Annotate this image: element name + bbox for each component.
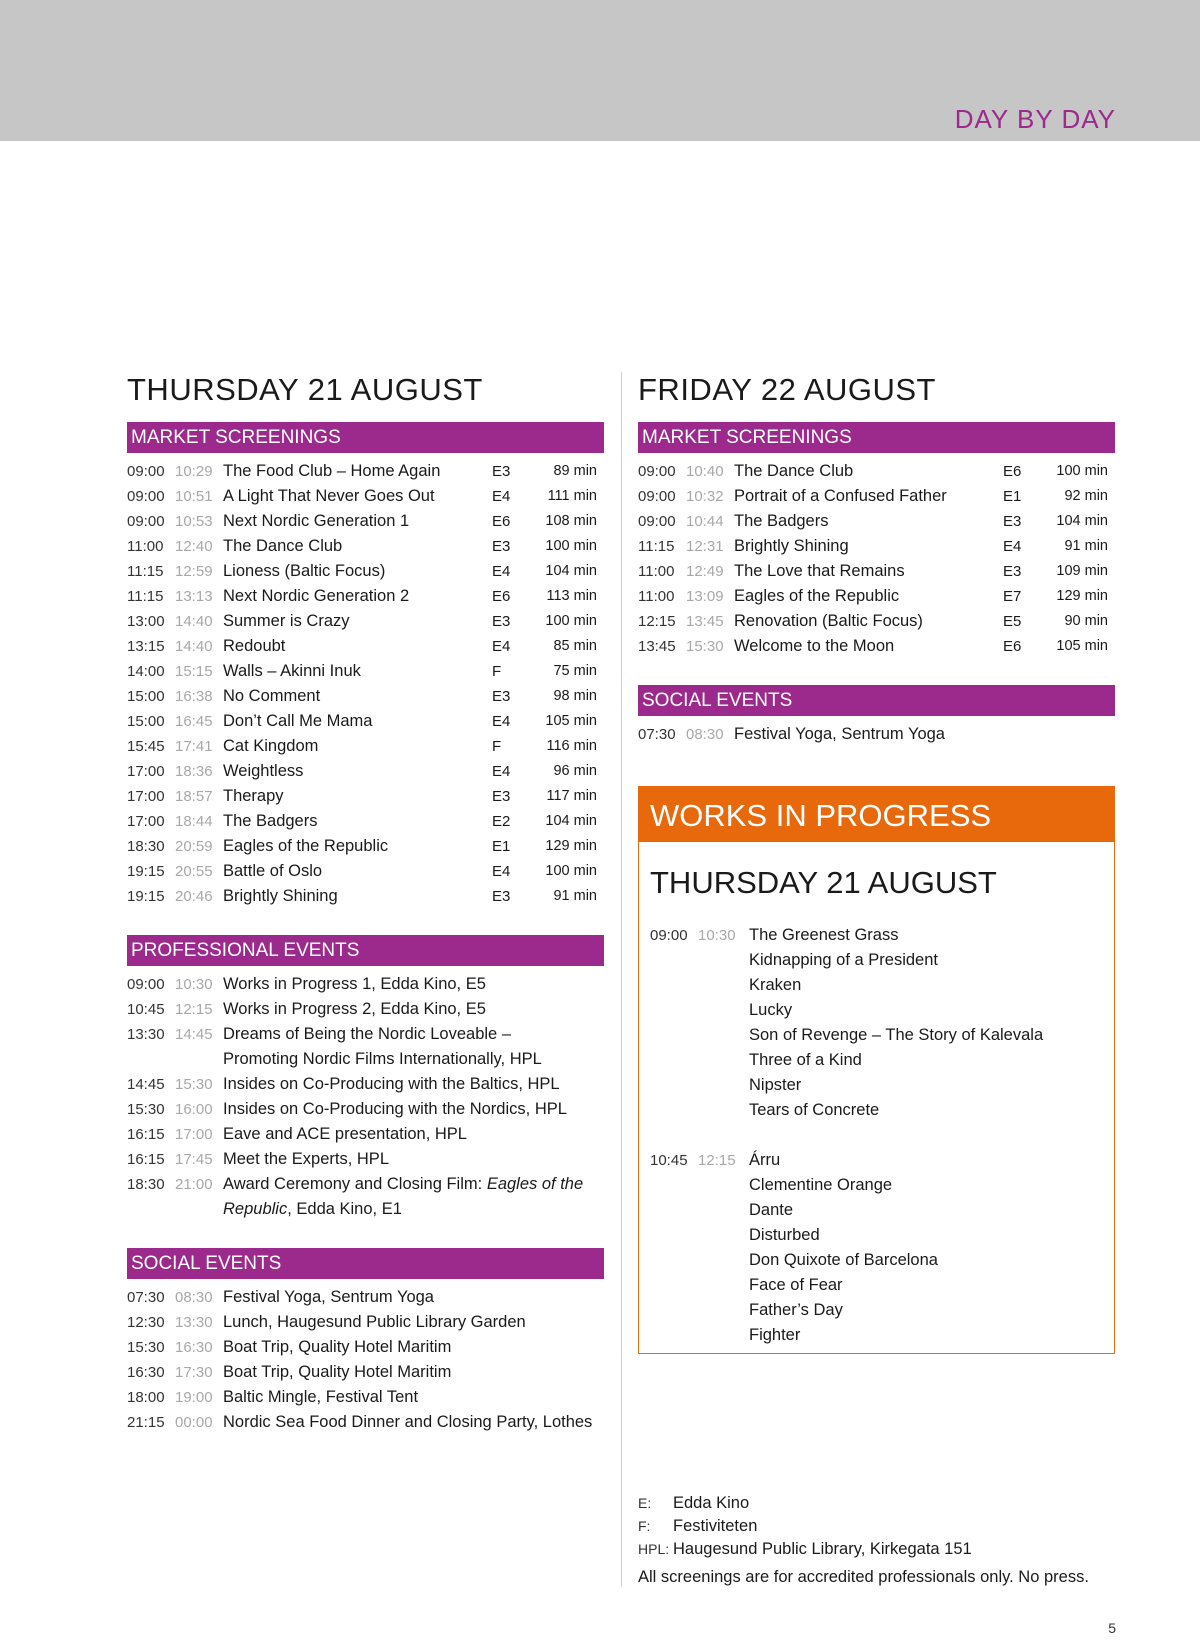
- screening-row: [127, 634, 604, 659]
- venue: E3: [492, 788, 511, 805]
- event-title: Insides on Co-Producing with the Baltics, HPL: [223, 1075, 560, 1093]
- event-row: [127, 1122, 604, 1147]
- duration: 104 min: [545, 813, 597, 829]
- film-title: Eagles of the Republic: [734, 587, 900, 605]
- venue: E5: [1003, 613, 1022, 630]
- start-time: 19:15: [127, 888, 165, 905]
- start-time: 09:00: [127, 488, 165, 505]
- duration: 129 min: [545, 838, 597, 854]
- start-time: 11:15: [127, 563, 164, 580]
- start-time: 11:15: [638, 538, 675, 555]
- venue: E2: [492, 813, 511, 830]
- wip-title-list: [749, 923, 1105, 1123]
- film-title: Therapy: [223, 787, 284, 805]
- start-time: 15:45: [127, 738, 165, 755]
- screening-row: [127, 559, 604, 584]
- end-time: 10:44: [686, 513, 724, 530]
- event-row: [127, 1360, 604, 1385]
- wip-title: Clementine Orange: [749, 1176, 893, 1194]
- screening-row: [127, 509, 604, 534]
- screening-row: [127, 484, 604, 509]
- duration: 129 min: [1056, 588, 1108, 604]
- venue: E6: [1003, 638, 1022, 655]
- wip-title: Disturbed: [749, 1226, 820, 1244]
- duration: 75 min: [553, 663, 597, 679]
- film-title: The Badgers: [223, 812, 318, 830]
- film-title: Renovation (Baltic Focus): [734, 612, 923, 630]
- works-in-progress-box: [638, 786, 1115, 1354]
- event-title: Works in Progress 1, Edda Kino, E5: [223, 975, 486, 993]
- start-time: 09:00: [650, 927, 688, 944]
- end-time: 12:59: [175, 563, 213, 580]
- event-title: Dreams of Being the Nordic Loveable –: [223, 1025, 511, 1043]
- wip-title: Kidnapping of a President: [749, 951, 938, 969]
- event-row: [127, 997, 604, 1022]
- end-time: 08:30: [686, 726, 724, 743]
- event-title: Festival Yoga, Sentrum Yoga: [223, 1288, 434, 1306]
- event-title: Baltic Mingle, Festival Tent: [223, 1388, 419, 1406]
- thursday-title: THURSDAY 21 AUGUST: [127, 372, 483, 407]
- wip-group: [650, 923, 1105, 1123]
- event-row: [127, 1310, 604, 1335]
- screening-row: [127, 734, 604, 759]
- screening-row: [127, 859, 604, 884]
- duration: 100 min: [545, 863, 597, 879]
- film-title: The Love that Remains: [734, 562, 905, 580]
- event-row: [127, 1172, 604, 1222]
- wip-title: Face of Fear: [749, 1276, 843, 1294]
- start-time: 18:00: [127, 1389, 165, 1406]
- film-title: Welcome to the Moon: [734, 637, 895, 655]
- start-time: 11:00: [638, 588, 675, 605]
- venue: E3: [1003, 513, 1022, 530]
- event-row: [127, 1335, 604, 1360]
- screening-row: [127, 459, 604, 484]
- venue: E3: [1003, 563, 1022, 580]
- event-title: Lunch, Haugesund Public Library Garden: [223, 1313, 526, 1331]
- friday-market-header: MARKET SCREENINGS: [638, 422, 1115, 453]
- section-label: DAY BY DAY: [954, 104, 1116, 134]
- end-time: 15:30: [175, 1076, 213, 1093]
- duration: 100 min: [1056, 463, 1108, 479]
- end-time: 21:00: [175, 1176, 213, 1193]
- legend-value: Edda Kino: [673, 1494, 750, 1512]
- thursday-professional-list: [127, 972, 604, 1222]
- start-time: 09:00: [638, 463, 676, 480]
- wip-title: Lucky: [749, 1001, 793, 1019]
- event-row: [638, 722, 1115, 747]
- film-title: Brightly Shining: [734, 537, 849, 555]
- start-time: 07:30: [127, 1289, 165, 1306]
- screening-row: [638, 559, 1115, 584]
- end-time: 12:40: [175, 538, 213, 555]
- duration: 105 min: [1056, 638, 1108, 654]
- event-title: Award Ceremony and Closing Film: Eagles of the: [223, 1175, 584, 1193]
- friday-column: [638, 370, 1115, 773]
- film-title-italic: Republic: [223, 1200, 288, 1218]
- duration: 91 min: [553, 888, 597, 904]
- screening-row: [638, 584, 1115, 609]
- end-time: 15:15: [175, 663, 213, 680]
- legend-value: Haugesund Public Library, Kirkegata 151: [673, 1540, 972, 1558]
- end-time: 13:13: [175, 588, 213, 605]
- start-time: 15:30: [127, 1339, 165, 1356]
- end-time: 16:45: [175, 713, 213, 730]
- wip-title-list: [749, 1148, 1105, 1348]
- start-time: 17:00: [127, 788, 165, 805]
- event-title: Insides on Co-Producing with the Nordics, HPL: [223, 1100, 567, 1118]
- end-time: 13:09: [686, 588, 724, 605]
- legend-value: Festiviteten: [673, 1517, 758, 1535]
- film-title: Lioness (Baltic Focus): [223, 562, 386, 580]
- film-title: Next Nordic Generation 1: [223, 512, 410, 530]
- end-time: 00:00: [175, 1414, 213, 1431]
- film-title: Brightly Shining: [223, 887, 338, 905]
- event-row: [127, 1097, 604, 1122]
- film-title: The Dance Club: [223, 537, 343, 555]
- start-time: 18:30: [127, 1176, 165, 1193]
- film-title: The Food Club – Home Again: [223, 462, 441, 480]
- end-time: 16:30: [175, 1339, 213, 1356]
- start-time: 15:30: [127, 1101, 165, 1118]
- start-time: 16:15: [127, 1151, 165, 1168]
- start-time: 14:00: [127, 663, 165, 680]
- end-time: 12:31: [686, 538, 724, 555]
- end-time: 14:45: [175, 1026, 213, 1043]
- film-title: Eagles of the Republic: [223, 837, 389, 855]
- friday-social-header: SOCIAL EVENTS: [638, 685, 1115, 716]
- duration: 117 min: [546, 788, 597, 804]
- film-title: Next Nordic Generation 2: [223, 587, 410, 605]
- screening-row: [127, 534, 604, 559]
- start-time: 09:00: [127, 513, 165, 530]
- film-title: Redoubt: [223, 637, 286, 655]
- duration: 89 min: [553, 463, 597, 479]
- screening-row: [127, 584, 604, 609]
- start-time: 12:15: [638, 613, 676, 630]
- screening-row: [638, 484, 1115, 509]
- event-row: [127, 1385, 604, 1410]
- end-time: 17:30: [175, 1364, 213, 1381]
- end-time: 18:44: [175, 813, 213, 830]
- legend-key: HPL:: [638, 1541, 670, 1557]
- end-time: 16:00: [175, 1101, 213, 1118]
- end-time: 20:59: [175, 838, 213, 855]
- film-title: Walls – Akinni Inuk: [223, 662, 361, 680]
- duration: 111 min: [547, 488, 597, 504]
- end-time: 10:51: [175, 488, 213, 505]
- event-title: Boat Trip, Quality Hotel Maritim: [223, 1363, 452, 1381]
- screening-row: [638, 534, 1115, 559]
- start-time: 07:30: [638, 726, 676, 743]
- screening-row: [638, 459, 1115, 484]
- friday-social-list: [638, 722, 1115, 747]
- start-time: 12:30: [127, 1314, 165, 1331]
- start-time: 14:45: [127, 1076, 165, 1093]
- start-time: 13:45: [638, 638, 676, 655]
- event-row: [127, 1072, 604, 1097]
- screening-row: [127, 784, 604, 809]
- end-time: 16:38: [175, 688, 213, 705]
- duration: 96 min: [553, 763, 597, 779]
- venue: E4: [492, 563, 511, 580]
- film-title-italic: Eagles of the: [486, 1175, 584, 1193]
- start-time: 19:15: [127, 863, 165, 880]
- venue: E3: [492, 888, 511, 905]
- start-time: 09:00: [127, 976, 165, 993]
- duration: 85 min: [553, 638, 597, 654]
- film-title: The Dance Club: [734, 462, 854, 480]
- end-time: 12:15: [175, 1001, 213, 1018]
- end-time: 13:30: [175, 1314, 213, 1331]
- end-time: 18:57: [175, 788, 213, 805]
- wip-title: Árru: [749, 1151, 781, 1169]
- start-time: 18:30: [127, 838, 165, 855]
- duration: 91 min: [1064, 538, 1108, 554]
- end-time: 15:30: [686, 638, 724, 655]
- event-title-continued: Republic, Edda Kino, E1: [223, 1200, 402, 1218]
- wip-title: The Greenest Grass: [749, 926, 899, 944]
- venue: E4: [492, 713, 511, 730]
- end-time: 13:45: [686, 613, 724, 630]
- screening-row: [127, 684, 604, 709]
- screening-row: [127, 659, 604, 684]
- venue: E6: [1003, 463, 1022, 480]
- film-title: A Light That Never Goes Out: [223, 487, 435, 505]
- screening-row: [127, 834, 604, 859]
- end-time: 10:30: [175, 976, 213, 993]
- thursday-market-list: [127, 459, 604, 909]
- event-title: Works in Progress 2, Edda Kino, E5: [223, 1000, 486, 1018]
- end-time: 20:55: [175, 863, 213, 880]
- venue: E4: [492, 488, 511, 505]
- start-time: 10:45: [127, 1001, 165, 1018]
- duration: 104 min: [1056, 513, 1108, 529]
- film-title: Cat Kingdom: [223, 737, 319, 755]
- start-time: 11:00: [638, 563, 675, 580]
- end-time: 10:32: [686, 488, 724, 505]
- duration: 100 min: [545, 538, 597, 554]
- works-in-progress-heading: WORKS IN PROGRESS: [639, 787, 1114, 842]
- column-divider: [621, 372, 622, 1587]
- venue: F: [492, 663, 502, 680]
- wip-title: Don Quixote of Barcelona: [749, 1251, 938, 1269]
- screening-row: [638, 609, 1115, 634]
- event-title: Boat Trip, Quality Hotel Maritim: [223, 1338, 452, 1356]
- page-number: 5: [1108, 1620, 1116, 1636]
- event-title: Festival Yoga, Sentrum Yoga: [734, 725, 945, 743]
- end-time: 17:45: [175, 1151, 213, 1168]
- screening-row: [127, 709, 604, 734]
- friday-market-list: [638, 459, 1115, 659]
- film-title: No Comment: [223, 687, 321, 705]
- start-time: 09:00: [638, 488, 676, 505]
- start-time: 11:15: [127, 588, 164, 605]
- event-row: [127, 972, 604, 997]
- thursday-social-list: [127, 1285, 604, 1435]
- venue: E4: [492, 863, 511, 880]
- end-time: 10:53: [175, 513, 213, 530]
- accreditation-note: All screenings are for accredited professionals only. No press.: [638, 1568, 1089, 1586]
- film-title: Portrait of a Confused Father: [734, 487, 947, 505]
- venue: E3: [492, 688, 511, 705]
- start-time: 17:00: [127, 813, 165, 830]
- end-time: 12:49: [686, 563, 724, 580]
- end-time: 17:00: [175, 1126, 213, 1143]
- venue: E4: [492, 638, 511, 655]
- duration: 108 min: [545, 513, 597, 529]
- end-time: 10:29: [175, 463, 213, 480]
- start-time: 17:00: [127, 763, 165, 780]
- film-title: Summer is Crazy: [223, 612, 350, 630]
- thursday-social-header: SOCIAL EVENTS: [127, 1248, 604, 1279]
- start-time: 11:00: [127, 538, 164, 555]
- wip-title: Tears of Concrete: [749, 1101, 880, 1119]
- event-row: [127, 1022, 604, 1072]
- legend-key: E:: [638, 1495, 652, 1511]
- duration: 104 min: [545, 563, 597, 579]
- venue: E6: [492, 588, 511, 605]
- screening-row: [127, 759, 604, 784]
- end-time: 10:40: [686, 463, 724, 480]
- venue: E6: [492, 513, 511, 530]
- screening-row: [638, 634, 1115, 659]
- duration: 113 min: [546, 588, 597, 604]
- end-time: 20:46: [175, 888, 213, 905]
- end-time: 14:40: [175, 613, 213, 630]
- event-title: Meet the Experts, HPL: [223, 1150, 389, 1168]
- works-in-progress-day: THURSDAY 21 AUGUST: [650, 865, 997, 900]
- duration: 100 min: [545, 613, 597, 629]
- film-title: Don’t Call Me Mama: [223, 712, 373, 730]
- screening-row: [127, 609, 604, 634]
- start-time: 13:15: [127, 638, 165, 655]
- event-title-continued: Promoting Nordic Films Internationally, HPL: [223, 1050, 542, 1068]
- venue: F: [492, 738, 502, 755]
- venue: E3: [492, 613, 511, 630]
- wip-group: [650, 1148, 1105, 1348]
- friday-title: FRIDAY 22 AUGUST: [638, 372, 936, 407]
- start-time: 13:00: [127, 613, 165, 630]
- start-time: 10:45: [650, 1152, 688, 1169]
- end-time: 18:36: [175, 763, 213, 780]
- film-title: Battle of Oslo: [223, 862, 323, 880]
- thursday-professional-header: PROFESSIONAL EVENTS: [127, 935, 604, 966]
- start-time: 16:30: [127, 1364, 165, 1381]
- wip-title: Nipster: [749, 1076, 802, 1094]
- event-row: [127, 1147, 604, 1172]
- screening-row: [127, 809, 604, 834]
- start-time: 15:00: [127, 713, 165, 730]
- screening-row: [127, 884, 604, 909]
- end-time: 10:30: [698, 927, 736, 944]
- header-bar: [0, 0, 1200, 141]
- film-title: The Badgers: [734, 512, 829, 530]
- start-time: 13:30: [127, 1026, 165, 1043]
- start-time: 09:00: [638, 513, 676, 530]
- legend-key: F:: [638, 1518, 651, 1534]
- end-time: 14:40: [175, 638, 213, 655]
- end-time: 19:00: [175, 1389, 213, 1406]
- venue: E1: [492, 838, 511, 855]
- event-title: Nordic Sea Food Dinner and Closing Party, Lothes: [223, 1413, 593, 1431]
- start-time: 15:00: [127, 688, 165, 705]
- wip-title: Three of a Kind: [749, 1051, 862, 1069]
- duration: 105 min: [545, 713, 597, 729]
- start-time: 16:15: [127, 1126, 165, 1143]
- start-time: 21:15: [127, 1414, 165, 1431]
- venue: E4: [492, 763, 511, 780]
- screening-row: [638, 509, 1115, 534]
- duration: 109 min: [1056, 563, 1108, 579]
- wip-title: Kraken: [749, 976, 802, 994]
- venue: E4: [1003, 538, 1022, 555]
- duration: 98 min: [553, 688, 597, 704]
- duration: 90 min: [1064, 613, 1108, 629]
- thursday-market-header: MARKET SCREENINGS: [127, 422, 604, 453]
- end-time: 17:41: [175, 738, 213, 755]
- venue: E3: [492, 463, 511, 480]
- venue: E7: [1003, 588, 1022, 605]
- wip-title: Fighter: [749, 1326, 801, 1344]
- event-row: [127, 1410, 604, 1435]
- end-time: 08:30: [175, 1289, 213, 1306]
- venue: E1: [1003, 488, 1022, 505]
- film-title: Weightless: [223, 762, 304, 780]
- duration: 92 min: [1064, 488, 1108, 504]
- thursday-column: [127, 370, 604, 1461]
- wip-title: Son of Revenge – The Story of Kalevala: [749, 1026, 1044, 1044]
- wip-title: Dante: [749, 1201, 794, 1219]
- wip-title: Father’s Day: [749, 1301, 843, 1319]
- end-time: 12:15: [698, 1152, 736, 1169]
- duration: 116 min: [546, 738, 597, 754]
- event-title: Eave and ACE presentation, HPL: [223, 1125, 467, 1143]
- event-row: [127, 1285, 604, 1310]
- start-time: 09:00: [127, 463, 165, 480]
- venue: E3: [492, 538, 511, 555]
